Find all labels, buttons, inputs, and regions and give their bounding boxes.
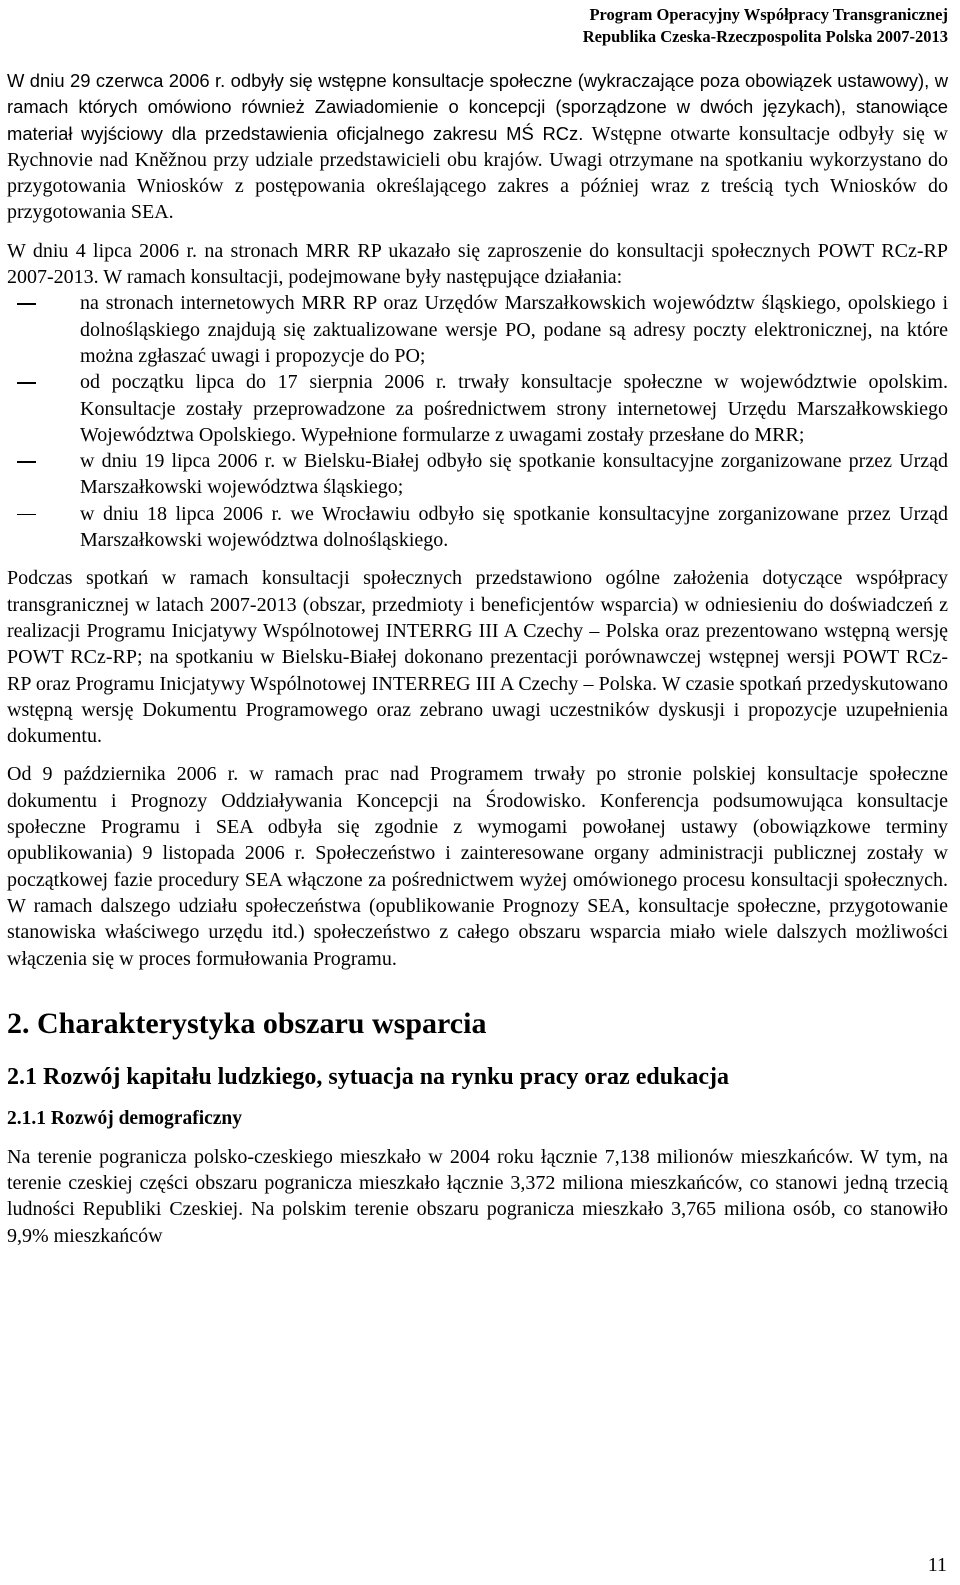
dash-bullet-icon [17,461,36,462]
dash-bullet-icon [17,303,36,304]
list-item-text: od początku lipca do 17 sierpnia 2006 r. trwały konsultacje społeczne w województwie opolskim. Konsultacje zostały przeprowadzone za pośrednictwem strony internetowej Urzędu Marszałkowskiego Województwa Opolskiego. Wypełnione formularze z uwagami zostały przesłane do MRR; [80,371,948,446]
dash-bullet-icon [17,382,36,383]
list-item-text: w dniu 19 lipca 2006 r. w Bielsku-Białej odbyło się spotkanie konsultacyjne zorganizowane przez Urząd Marszałkowski województwa śląskiego; [80,450,948,499]
list-item-text: na stronach internetowych MRR RP oraz Urzędów Marszałkowskich województw śląskiego, opolskiego i dolnośląskiego znajdują się zaktualizowane wersje PO, podane są adresy poczty elektronicznej, na które można zgłaszać uwagi i propozycje do PO; [80,292,948,367]
paragraph-meetings: Podczas spotkań w ramach konsultacji społecznych przedstawiono ogólne założenia dotyczące współpracy transgranicznej w latach 2007-2013 (obszar, przedmioty i beneficjentów wsparcia) w odniesieniu do doświadczeń z realizacji Programu Inicjatywy Wspólnotowej INTERRG III A Czechy – Polska oraz prezentowano wstępną wersję POWT RCz-RP; na spotkaniu w Bielsku-Białej dokonano prezentacji porównawczej wstępnej wersji POWT RCz-RP oraz Programu Inicjatywy Wspólnotowej INTERREG III A Czechy – Polska. W czasie spotkań przedyskutowano wstępną wersję Dokumentu Programowego oraz zebrano uwagi uczestników dyskusji i propozycje uzupełnienia dokumentu. [7,567,948,748]
paragraph-demographics: Na terenie pogranicza polsko-czeskiego mieszkało w 2004 roku łącznie 7,138 milionów mieszkańców. W tym, na terenie czeskiej części obszaru pogranicza mieszkało łącznie 3,372 miliona mieszkańców, co stanowi jedną trzecią ludności Republiki Czeskiej. Na polskim terenie obszaru pogranicza mieszkało 3,765 miliona osób, co stanowiło 9,9% mieszkańców [7,1145,948,1247]
dash-bullet-icon [17,514,36,515]
consultation-activities-list [7,290,948,553]
page-number: 11 [927,1554,947,1576]
page-header [583,4,948,48]
paragraph-consultations-june [7,68,948,226]
paragraph-consultations-july: W dniu 4 lipca 2006 r. na stronach MRR RP ukazało się zaproszenie do konsultacji społecznych POWT RCz-RP 2007-2013. W ramach konsultacji, podejmowane były następujące działania: [7,239,948,289]
list-item [7,290,948,369]
header-line-2: Republika Czeska-Rzeczpospolita Polska 2007-2013 [582,27,948,46]
list-item [7,501,948,554]
document-body [7,68,948,1249]
paragraph-october: Od 9 października 2006 r. w ramach prac nad Programem trwały po stronie polskiej konsultacje społeczne dokumentu i Prognozy Oddziaływania Koncepcji na Środowisko. Konferencja podsumowująca konsultacje społeczne Programu i SEA odbyła się zgodnie z wymogami powołanej ustawy (obowiązkowe terminy opublikowania) 9 listopada 2006 r. Społeczeństwo i zainteresowane organy administracji publicznej zostały w początkowej fazie procedury SEA włączone za pośrednictwem wyżej omówionego procesu konsultacji społecznych. W ramach dalszego udziału społeczeństwa (opublikowanie Prognozy SEA, konsultacje społeczne, przygotowanie stanowiska właściwego urzędu itd.) społeczeństwo z całego obszaru wsparcia miało wiele dalszych możliwości włączenia się w proces formułowania Programu. [7,763,948,970]
list-item [7,448,948,501]
paragraph-serif-part: Wstępne otwarte konsultacje odbyły się w Rychnovie nad Kněžnou przy udziale przedstawicieli obu krajów. Uwagi otrzymane na spotkaniu wykorzystano do przygotowania Wniosków z postępowania określającego zakres a później wraz z treścią tych Wniosków do przygotowania SEA. [7,122,948,224]
subsubsection-heading: 2.1.1 Rozwój demograficzny [7,1107,243,1129]
subsection-heading: 2.1 Rozwój kapitału ludzkiego, sytuacja na rynku pracy oraz edukacja [7,1063,730,1090]
header-line-1: Program Operacyjny Współpracy Transgranicznej [589,5,948,24]
list-item-text: w dniu 18 lipca 2006 r. we Wrocławiu odbyło się spotkanie konsultacyjne zorganizowane przez Urząd Marszałkowski województwa dolnośląskiego. [80,502,948,552]
section-heading: 2. Charakterystyka obszaru wsparcia [7,1006,487,1040]
paragraph-sans-part: W dniu 29 czerwca 2006 r. odbyły się wstępne konsultacje społeczne (wykraczające poza obowiązek ustawowy), w ramach których omówiono również Zawiadomienie o koncepcji (sporządzone w dwóch językach), stanowiące materiał wyjściowy dla przedstawienia oficjalnego zakresu MŚ RCz. [7,70,948,144]
list-item [7,369,948,448]
